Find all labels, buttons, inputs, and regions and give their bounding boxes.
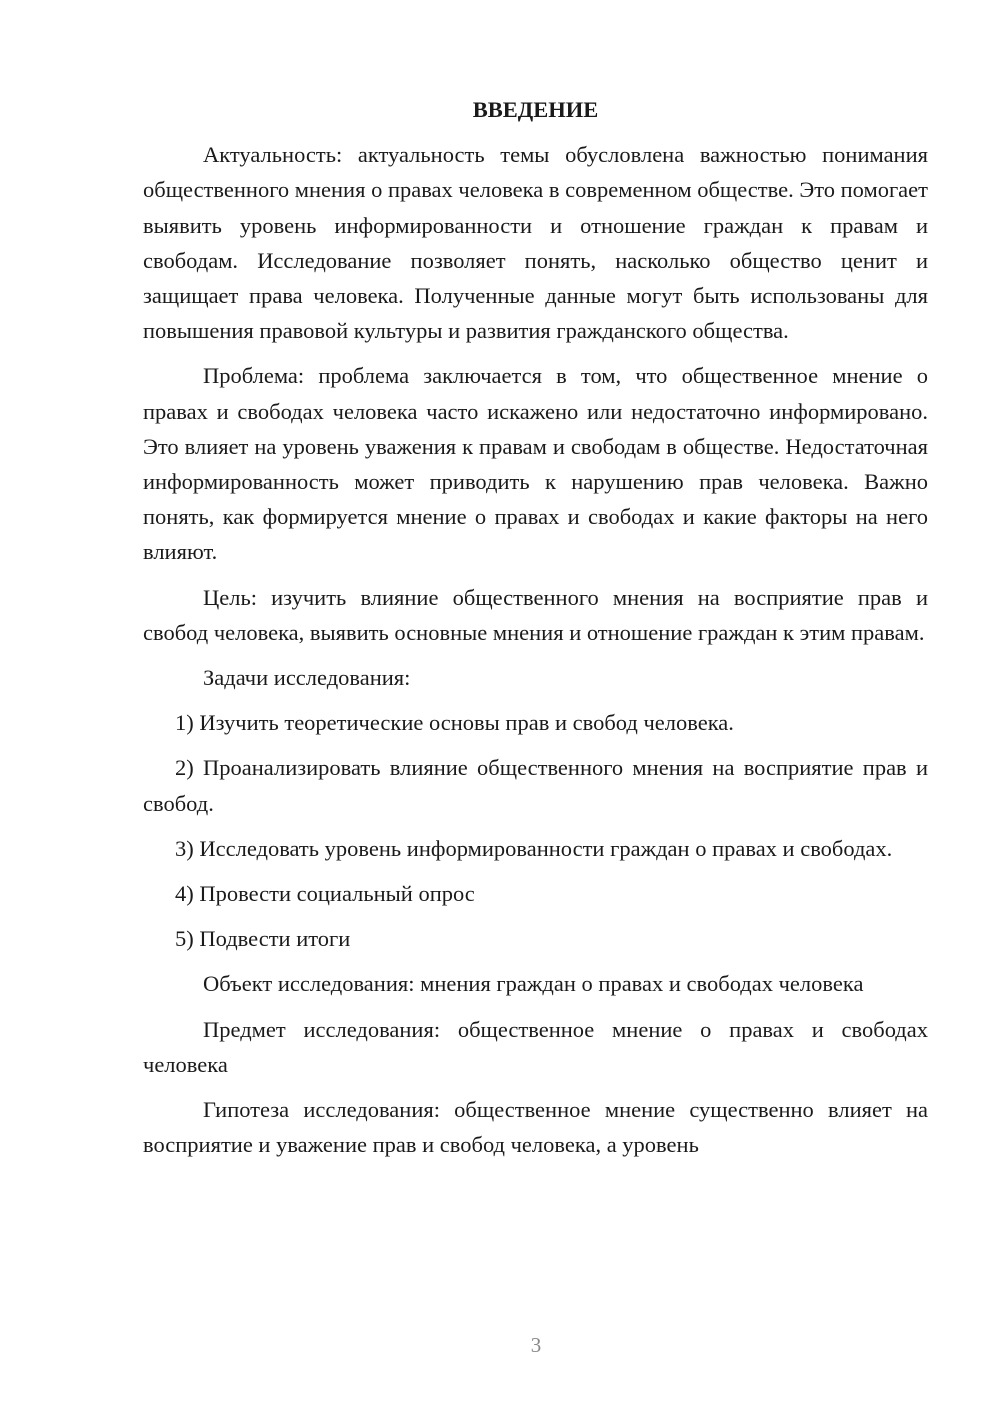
paragraph-object: Объект исследования: мнения граждан о правах и свободах человека [203, 971, 864, 997]
paragraph-relevance: Актуальность: актуальность темы обусловлена важностью понимания общественного мнения о правах человека в современном обществе. Это помогает выявить уровень информированности и отношение граждан к правам и свободам. Исследование позволяет понять, насколько общество ценит и защищает права человека. Полученные данные могут быть использованы для повышения правовой культуры и развития гражданского общества. [143, 142, 928, 344]
task-item-5: 5) Подвести итоги [175, 926, 351, 952]
section-title: ВВЕДЕНИЕ [472, 97, 599, 122]
paragraph-subject: Предмет исследования: общественное мнение о правах и свободах человека [143, 1016, 928, 1077]
task-item-2: 2) Проанализировать влияние общественного мнения на восприятие прав и свобод. [143, 755, 928, 816]
paragraph-hypothesis: Гипотеза исследования: общественное мнение существенно влияет на восприятие и уважение прав и свобод человека, а уровень [143, 1097, 928, 1158]
paragraph-tasks-heading: Задачи исследования: [203, 665, 411, 691]
paragraph-problem: Проблема: проблема заключается в том, что общественное мнение о правах и свободах человека часто искажено или недостаточно информировано. Это влияет на уровень уважения к правам и свободам в обществе. Недостаточная информированность может приводить к нарушению прав человека. Важно понять, как формируется мнение о правах и свободах и какие факторы на него влияют. [143, 363, 928, 565]
task-item-3: 3) Исследовать уровень информированности граждан о правах и свободах. [175, 835, 893, 861]
paragraph-goal: Цель: изучить влияние общественного мнения на восприятие прав и свобод человека, выявить основные мнения и отношение граждан к этим правам. [143, 584, 928, 645]
task-item-1: 1) Изучить теоретические основы прав и свобод человека. [175, 710, 734, 736]
page-content [143, 92, 928, 1162]
task-item-4: 4) Провести социальный опрос [175, 881, 475, 907]
page-number: 3 [530, 1333, 542, 1357]
